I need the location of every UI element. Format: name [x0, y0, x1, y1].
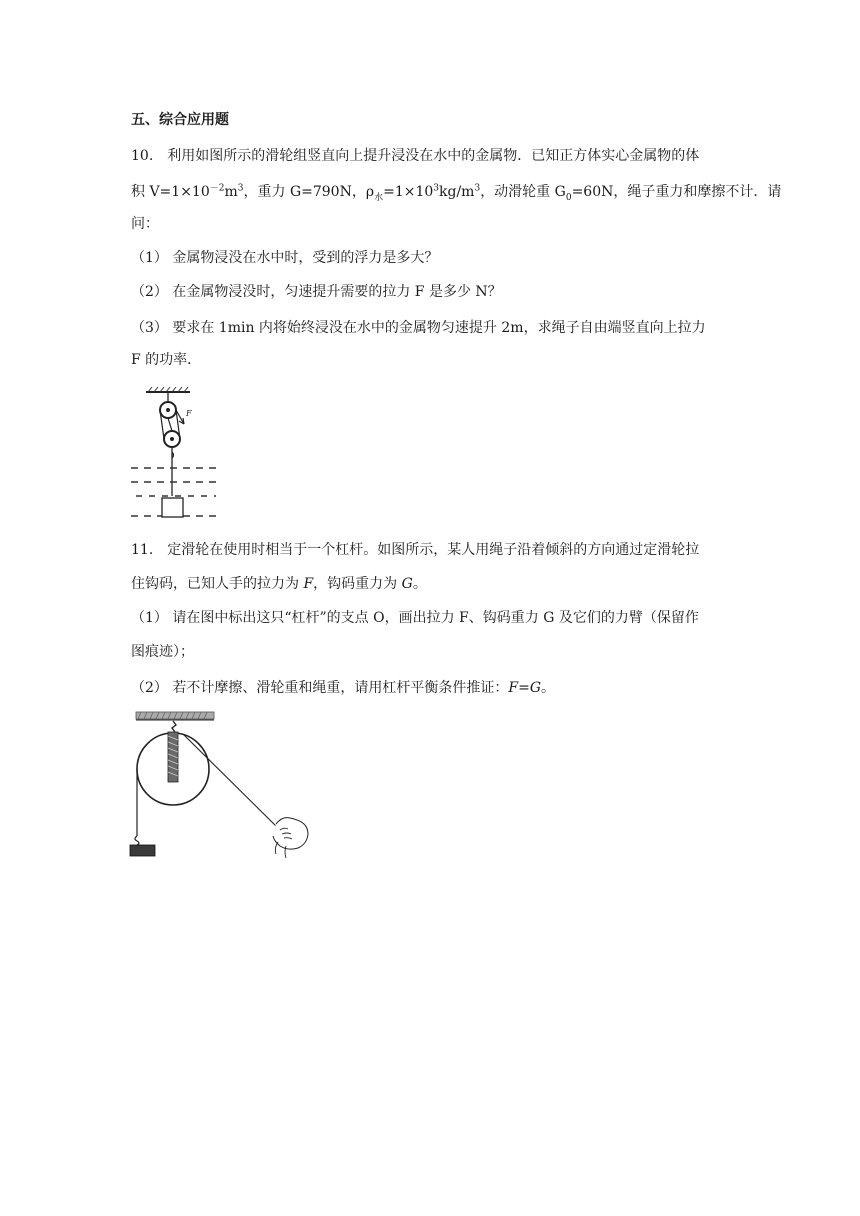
q10-part-2: （2） 在金属物浸没时，匀速提升需要的拉力 F 是多少 N？: [131, 284, 502, 300]
q10-part-3: （3） 要求在 1min 内将始终浸没在水中的金属物匀速提升 2m，求绳子自由端竖直向上拉力: [131, 320, 706, 336]
q11-part-1: （1） 请在图中标出这只“杠杆”的支点 O，画出拉力 F、钩码重力 G 及它们的力臂（保留作: [131, 610, 699, 626]
q10-part-3-cont: F 的功率．: [131, 352, 202, 368]
q11-line-1: 11. 定滑轮在使用时相当于一个杠杆。如图所示，某人用绳子沿着倾斜的方向通过定滑轮拉: [131, 542, 700, 558]
q10-part-1: （1） 金属物浸没在水中时，受到的浮力是多大？: [131, 250, 439, 266]
section-title: 五、综合应用题: [131, 112, 229, 128]
pulley-block-figure: [128, 386, 220, 526]
fixed-pulley-figure: [128, 706, 314, 858]
q10-line-1: 10. 利用如图所示的滑轮组竖直向上提升浸没在水中的金属物．已知正方体实心金属物的体: [131, 148, 700, 164]
q11-part-2: （2） 若不计摩擦、滑轮重和绳重，请用杠杆平衡条件推证：F=G。: [131, 680, 555, 696]
q10-line-2: 积 $V=1\times 10^{-2}m^3$，重力 G=790N，$\rho_水=1\times 10^3kg/m^3$，动滑轮重 $G_0=60N$，绳子重力和摩擦不计．请: [131, 183, 782, 203]
q11-line-2: 住钩码，已知人手的拉力为 F，钩码重力为 G。: [131, 576, 427, 592]
q10-line-3: 问：: [131, 216, 159, 232]
force-f-label: F: [186, 409, 192, 418]
q11-part-1-cont: 图痕迹）；: [131, 644, 194, 660]
